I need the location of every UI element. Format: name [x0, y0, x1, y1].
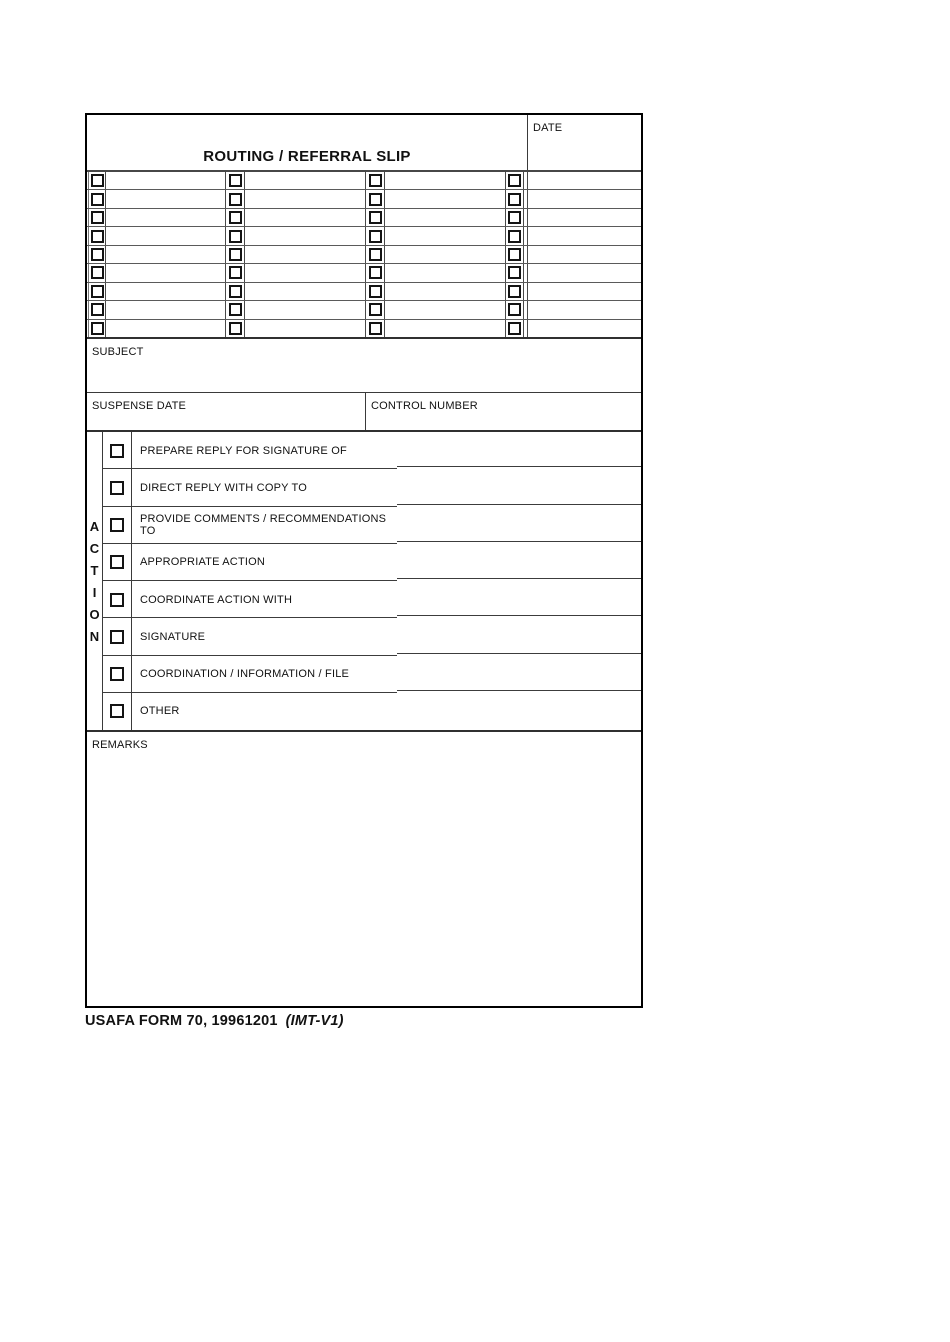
- action-checkbox-cell: [103, 581, 132, 618]
- routing-checkbox[interactable]: [91, 266, 104, 279]
- date-label: DATE: [533, 122, 563, 134]
- routing-name-field[interactable]: [245, 320, 365, 337]
- action-row: [103, 507, 641, 544]
- routing-date-field[interactable]: [527, 320, 641, 337]
- routing-checkbox-cell: [365, 246, 385, 263]
- date-field[interactable]: [527, 115, 641, 170]
- routing-checkbox[interactable]: [508, 174, 521, 187]
- routing-name-field[interactable]: [106, 283, 225, 300]
- routing-checkbox-cell: [365, 209, 385, 226]
- form-number: USAFA FORM 70, 19961201: [85, 1013, 278, 1029]
- routing-referral-form: [85, 113, 643, 1008]
- routing-date-field[interactable]: [527, 283, 641, 300]
- action-checkbox-cell: [103, 656, 132, 693]
- form-footer: [85, 1013, 344, 1029]
- action-checkbox[interactable]: [110, 593, 124, 607]
- routing-name-field[interactable]: [245, 209, 365, 226]
- routing-row: [87, 227, 641, 245]
- routing-checkbox[interactable]: [508, 266, 521, 279]
- routing-checkbox[interactable]: [508, 248, 521, 261]
- action-fill-in-field[interactable]: [397, 469, 641, 506]
- action-fill-in-field[interactable]: [397, 507, 641, 544]
- routing-checkbox[interactable]: [91, 174, 104, 187]
- routing-checkbox[interactable]: [229, 285, 242, 298]
- routing-checkbox-cell: [225, 320, 245, 337]
- routing-name-field[interactable]: [385, 190, 505, 207]
- routing-date-field[interactable]: [527, 190, 641, 207]
- action-label: PREPARE REPLY FOR SIGNATURE OF: [140, 444, 347, 457]
- routing-checkbox-cell: [225, 209, 245, 226]
- action-checkbox-cell: [103, 507, 132, 544]
- routing-row: [87, 209, 641, 227]
- routing-checkbox-cell: [365, 190, 385, 207]
- routing-date-field[interactable]: [527, 209, 641, 226]
- routing-date-field[interactable]: [527, 227, 641, 244]
- action-checkbox-cell: [103, 544, 132, 581]
- routing-name-field[interactable]: [106, 190, 225, 207]
- routing-date-field[interactable]: [527, 301, 641, 318]
- routing-row: [87, 283, 641, 301]
- routing-checkbox-cell: [88, 209, 106, 226]
- routing-checkbox-cell: [225, 172, 245, 189]
- routing-checkbox-cell: [88, 283, 106, 300]
- routing-checkbox[interactable]: [369, 193, 382, 206]
- routing-checkbox[interactable]: [369, 211, 382, 224]
- routing-checkbox[interactable]: [369, 248, 382, 261]
- routing-checkbox-cell: [365, 301, 385, 318]
- action-checkbox[interactable]: [110, 630, 124, 644]
- routing-name-field[interactable]: [106, 301, 225, 318]
- routing-name-field[interactable]: [106, 246, 225, 263]
- control-number-field[interactable]: [365, 393, 641, 430]
- remarks-field[interactable]: [87, 730, 641, 1006]
- action-label: APPROPRIATE ACTION: [140, 556, 266, 569]
- routing-name-field[interactable]: [245, 246, 365, 263]
- routing-checkbox-cell: [505, 227, 524, 244]
- action-row: [103, 618, 641, 655]
- routing-checkbox[interactable]: [369, 230, 382, 243]
- routing-row: [87, 320, 641, 337]
- routing-name-field[interactable]: [385, 264, 505, 281]
- routing-name-field[interactable]: [106, 320, 225, 337]
- routing-checkbox[interactable]: [229, 322, 242, 335]
- routing-checkbox[interactable]: [508, 285, 521, 298]
- routing-checkbox-cell: [225, 264, 245, 281]
- action-checkbox-cell: [103, 618, 132, 655]
- routing-checkbox[interactable]: [369, 266, 382, 279]
- form-version: (IMT-V1): [285, 1013, 344, 1029]
- action-row: [103, 432, 641, 469]
- routing-name-field[interactable]: [106, 209, 225, 226]
- routing-row: [87, 301, 641, 319]
- routing-checkbox[interactable]: [91, 193, 104, 206]
- action-fill-in-field[interactable]: [397, 432, 641, 469]
- action-row: [103, 693, 641, 730]
- action-letter: T: [90, 562, 99, 578]
- routing-row: [87, 264, 641, 282]
- routing-checkbox[interactable]: [508, 211, 521, 224]
- routing-checkbox-cell: [365, 283, 385, 300]
- action-checkbox-cell: [103, 693, 132, 730]
- routing-checkbox-cell: [365, 320, 385, 337]
- action-vertical-label: [87, 432, 103, 730]
- routing-checkbox-cell: [365, 264, 385, 281]
- action-fill-in-field[interactable]: [397, 693, 641, 730]
- routing-checkbox[interactable]: [229, 303, 242, 316]
- action-label: PROVIDE COMMENTS / RECOMMENDATIONS TO: [140, 513, 387, 538]
- form-header: [87, 115, 641, 172]
- action-checkbox-cell: [103, 432, 132, 469]
- routing-checkbox[interactable]: [229, 211, 242, 224]
- title-cell: [87, 115, 527, 170]
- action-rows: [103, 432, 641, 730]
- routing-name-field[interactable]: [106, 172, 225, 189]
- routing-checkbox-cell: [505, 301, 524, 318]
- routing-row: [87, 172, 641, 190]
- routing-date-field[interactable]: [527, 246, 641, 263]
- routing-checkbox[interactable]: [369, 174, 382, 187]
- action-fill-in-field[interactable]: [397, 581, 641, 618]
- routing-checkbox-cell: [225, 227, 245, 244]
- action-label: COORDINATE ACTION WITH: [140, 593, 293, 606]
- action-label: COORDINATION / INFORMATION / FILE: [140, 668, 350, 681]
- action-checkbox-cell: [103, 469, 132, 506]
- routing-checkbox[interactable]: [508, 303, 521, 316]
- suspense-date-field[interactable]: [87, 393, 365, 430]
- routing-checkbox-cell: [505, 209, 524, 226]
- action-section: [87, 430, 641, 730]
- routing-name-field[interactable]: [245, 190, 365, 207]
- routing-checkbox[interactable]: [369, 285, 382, 298]
- routing-checkbox-cell: [225, 246, 245, 263]
- action-row: [103, 544, 641, 581]
- routing-checkbox-cell: [225, 301, 245, 318]
- form-title: ROUTING / REFERRAL SLIP: [203, 148, 411, 165]
- action-row: [103, 656, 641, 693]
- action-label: OTHER: [140, 705, 180, 718]
- routing-checkbox[interactable]: [229, 174, 242, 187]
- action-letter: A: [89, 518, 100, 534]
- action-label: SIGNATURE: [140, 630, 206, 643]
- routing-checkbox[interactable]: [91, 230, 104, 243]
- routing-date-field[interactable]: [527, 264, 641, 281]
- routing-checkbox[interactable]: [229, 230, 242, 243]
- routing-name-field[interactable]: [106, 227, 225, 244]
- action-row: [103, 469, 641, 506]
- action-checkbox[interactable]: [110, 518, 124, 532]
- routing-checkbox-cell: [225, 283, 245, 300]
- routing-checkbox[interactable]: [508, 193, 521, 206]
- routing-checkbox-cell: [225, 190, 245, 207]
- action-fill-in-field[interactable]: [397, 544, 641, 581]
- routing-checkbox[interactable]: [91, 248, 104, 261]
- routing-checkbox[interactable]: [369, 322, 382, 335]
- subject-field[interactable]: [87, 337, 641, 392]
- routing-checkbox-cell: [505, 264, 524, 281]
- routing-name-field[interactable]: [245, 301, 365, 318]
- routing-name-field[interactable]: [245, 283, 365, 300]
- routing-checkbox-cell: [88, 320, 106, 337]
- routing-checkbox-cell: [88, 301, 106, 318]
- routing-checkbox-cell: [505, 283, 524, 300]
- routing-name-field[interactable]: [385, 301, 505, 318]
- routing-checkbox-cell: [365, 227, 385, 244]
- routing-name-field[interactable]: [245, 264, 365, 281]
- routing-row: [87, 246, 641, 264]
- action-row: [103, 581, 641, 618]
- action-checkbox[interactable]: [110, 704, 124, 718]
- routing-checkbox-cell: [88, 264, 106, 281]
- action-checkbox[interactable]: [110, 444, 124, 458]
- routing-name-field[interactable]: [385, 172, 505, 189]
- suspense-date-label: SUSPENSE DATE: [92, 400, 187, 412]
- routing-checkbox-cell: [505, 172, 524, 189]
- routing-checkbox[interactable]: [369, 303, 382, 316]
- action-checkbox[interactable]: [110, 667, 124, 681]
- routing-row: [87, 190, 641, 208]
- routing-checkbox[interactable]: [91, 285, 104, 298]
- routing-name-field[interactable]: [385, 283, 505, 300]
- routing-checkbox-cell: [505, 246, 524, 263]
- action-letter: N: [89, 628, 100, 644]
- control-number-label: CONTROL NUMBER: [371, 400, 478, 412]
- routing-grid: [87, 172, 641, 337]
- routing-checkbox[interactable]: [91, 303, 104, 316]
- routing-checkbox-cell: [88, 227, 106, 244]
- routing-checkbox[interactable]: [229, 193, 242, 206]
- routing-checkbox-cell: [505, 320, 524, 337]
- routing-checkbox[interactable]: [91, 211, 104, 224]
- action-fill-in-field[interactable]: [397, 618, 641, 655]
- routing-name-field[interactable]: [385, 246, 505, 263]
- routing-checkbox-cell: [88, 190, 106, 207]
- routing-name-field[interactable]: [385, 320, 505, 337]
- routing-checkbox[interactable]: [91, 322, 104, 335]
- remarks-label: REMARKS: [92, 739, 148, 751]
- routing-date-field[interactable]: [527, 172, 641, 189]
- routing-name-field[interactable]: [245, 227, 365, 244]
- routing-checkbox[interactable]: [508, 230, 521, 243]
- routing-name-field[interactable]: [106, 264, 225, 281]
- routing-checkbox-cell: [88, 246, 106, 263]
- routing-name-field[interactable]: [385, 209, 505, 226]
- routing-checkbox-cell: [365, 172, 385, 189]
- action-checkbox[interactable]: [110, 481, 124, 495]
- action-label: DIRECT REPLY WITH COPY TO: [140, 481, 307, 494]
- routing-name-field[interactable]: [385, 227, 505, 244]
- action-fill-in-field[interactable]: [397, 656, 641, 693]
- suspense-control-row: [87, 392, 641, 430]
- routing-checkbox[interactable]: [508, 322, 521, 335]
- routing-name-field[interactable]: [245, 172, 365, 189]
- routing-checkbox-cell: [88, 172, 106, 189]
- action-letter: I: [92, 584, 97, 600]
- action-letter: C: [89, 540, 100, 556]
- subject-label: SUBJECT: [92, 346, 144, 358]
- routing-checkbox[interactable]: [229, 248, 242, 261]
- action-checkbox[interactable]: [110, 555, 124, 569]
- action-letter: O: [89, 606, 100, 622]
- routing-checkbox[interactable]: [229, 266, 242, 279]
- routing-checkbox-cell: [505, 190, 524, 207]
